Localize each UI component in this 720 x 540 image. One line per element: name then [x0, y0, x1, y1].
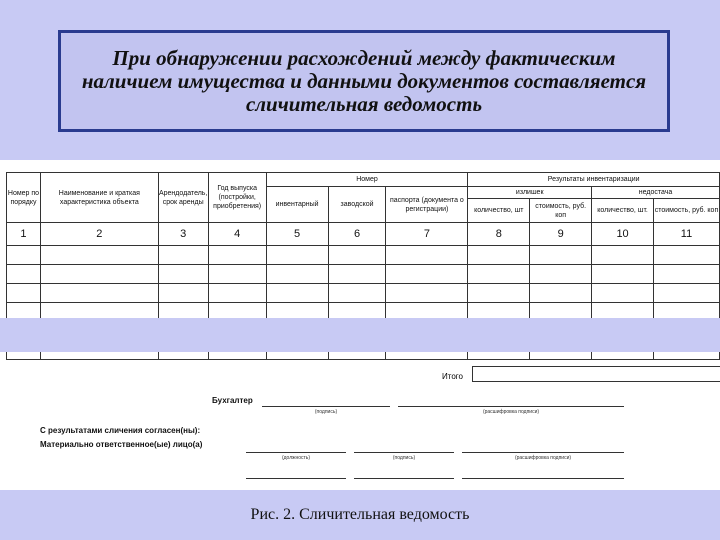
- total-cell: [472, 366, 720, 382]
- position-line: [246, 452, 346, 453]
- accountant-decode-line: [398, 406, 624, 407]
- sign-line-2: [354, 478, 454, 479]
- figure-caption: Рис. 2. Сличительная ведомость: [250, 506, 470, 523]
- col-number: 5: [266, 223, 328, 246]
- header-qty-shortage: количество, шт.: [592, 199, 654, 223]
- table-row: [7, 265, 720, 284]
- table-row: [7, 284, 720, 303]
- header-inv: инвентарный: [266, 187, 328, 223]
- col-number: 1: [7, 223, 41, 246]
- col-number: 10: [592, 223, 654, 246]
- header-cost-surplus: стоимость, руб. коп: [530, 199, 592, 223]
- sign-line: [354, 452, 454, 453]
- col-number: 8: [468, 223, 530, 246]
- accountant-sign-line: [262, 406, 390, 407]
- collation-form: [0, 160, 720, 490]
- header-results: Результаты инвентаризации: [468, 173, 720, 187]
- header-num: Номер по порядку: [7, 173, 41, 223]
- header-shortage: недостача: [592, 187, 720, 199]
- accountant-label: Бухгалтер: [212, 396, 253, 405]
- col-number: 3: [158, 223, 208, 246]
- header-year: Год выпуска (постройки, приобретения): [208, 173, 266, 223]
- col-number: 2: [40, 223, 158, 246]
- header-surplus: излишек: [468, 187, 592, 199]
- decode-line-2: [462, 478, 624, 479]
- slide-title: При обнаружении расхождений между фактическим наличием имущества и данными документов составляется сличительная ведомость: [81, 45, 647, 116]
- header-cost-shortage: стоимость, руб. коп: [654, 199, 720, 223]
- hint-decode: (расшифровка подписи): [482, 409, 540, 415]
- col-number: 4: [208, 223, 266, 246]
- title-box: [58, 30, 670, 132]
- hint-decode-2: (расшифровка подписи): [514, 455, 572, 461]
- header-passport: паспорта (документа о регистрации): [386, 187, 468, 223]
- header-name: Наименование и краткая характеристика объекта: [40, 173, 158, 223]
- col-number: 11: [654, 223, 720, 246]
- position-line-2: [246, 478, 346, 479]
- decode-line: [462, 452, 624, 453]
- header-qty-surplus: количество, шт: [468, 199, 530, 223]
- overlay-band: [0, 318, 720, 352]
- header-lessor: Арендодатель, срок аренды: [158, 173, 208, 223]
- hint-signature: (подпись): [314, 409, 338, 415]
- agree-label: С результатами сличения согласен(ны):: [40, 426, 201, 435]
- col-number: 6: [328, 223, 386, 246]
- header-nomer: Номер: [266, 173, 468, 187]
- responsible-label: Материально ответственное(ые) лицо(а): [40, 440, 203, 449]
- hint-position: (должность): [281, 455, 311, 461]
- col-number: 7: [386, 223, 468, 246]
- table-row: [7, 246, 720, 265]
- header-factory: заводской: [328, 187, 386, 223]
- total-label: Итого: [442, 372, 463, 381]
- col-number: 9: [530, 223, 592, 246]
- hint-sign: (подпись): [392, 455, 416, 461]
